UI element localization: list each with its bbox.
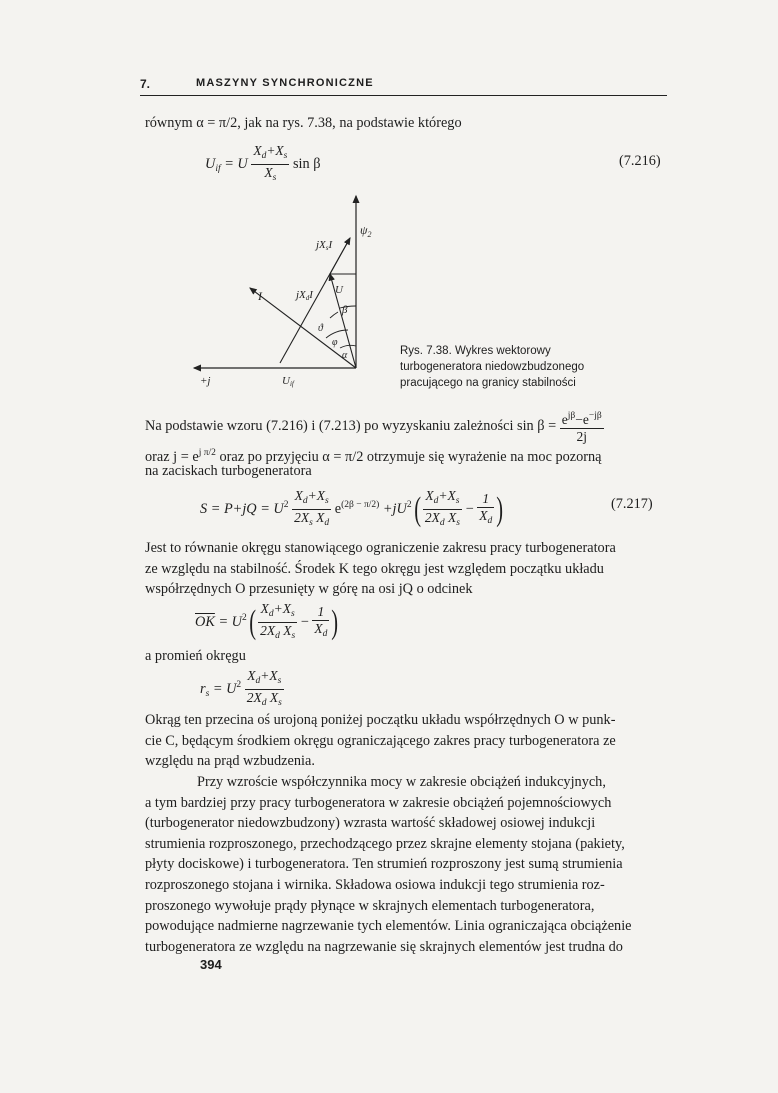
page-number: 394	[200, 957, 222, 972]
sin-num-sup1: jβ	[567, 411, 576, 421]
para4-line8: powodujące nadmierne nagrzewanie tych elementów. Linia ograniczająca obciążenie	[145, 918, 632, 935]
paragraph-3	[145, 710, 667, 772]
eq217-frac2	[423, 488, 462, 531]
vector-diagram	[190, 188, 395, 393]
eq216-lhs-sub: if	[215, 163, 221, 174]
para4-line2: a tym bardziej przy pracy turbogeneratora w zakresie obciążeń pojemnościowych	[145, 794, 612, 811]
label-plus-j: +j	[200, 375, 211, 387]
para4-line3: (turbogenerator niedowzbudzony) wzrasta wartość składowej osiowej indukcji	[145, 815, 596, 832]
label-phi: φ	[332, 337, 338, 348]
radius-intro: a promień okręgu	[145, 648, 246, 664]
theta-arc	[330, 312, 338, 318]
label-psi2: $\psi_2$	[360, 223, 372, 239]
eq217-f2-den-sub2: s	[456, 518, 460, 528]
label-jxsi: jXsI	[316, 239, 333, 252]
eq216-lhs: U	[205, 155, 216, 172]
eqr-num-sub1: d	[255, 676, 261, 686]
para1-line2-a: oraz j = e	[145, 449, 199, 465]
eq217-f2-num-sub2: s	[455, 496, 460, 506]
eqr-num: X	[247, 668, 256, 683]
para2-line1: Jest to równanie okręgu stanowiącego ograniczenie zakresu pracy turbogeneratora	[145, 540, 616, 556]
eq217-f2-num-plus: +X	[438, 488, 456, 503]
para3-line2: cie C, będącym środkiem okręgu ograniczającego zakres pracy turbogeneratora ze	[145, 732, 616, 749]
caption-line-1: Rys. 7.38. Wykres wektorowy	[400, 345, 551, 357]
para1-line1-text: Na podstawie wzoru (7.216) i (7.213) po wyzyskaniu zależności sin β =	[145, 417, 557, 434]
para2-line3: współrzędnych O przesunięty w górę na osi jQ o odcinek	[145, 581, 473, 598]
chapter-number: 7.	[140, 77, 151, 91]
label-u: U	[335, 284, 343, 296]
eq216-num: X	[253, 143, 262, 158]
eq217-f3-den-sub: d	[487, 515, 493, 526]
eq216-num-sub-a: d	[261, 151, 267, 161]
para4-line1: Przy wzroście współczynnika mocy w zakresie obciążeń indukcyjnych,	[197, 774, 606, 790]
para1-line2-sup: j π/2	[198, 448, 216, 458]
eq217-lhs: S = P+jQ = U	[200, 500, 284, 517]
eq217-minus: −	[465, 500, 474, 517]
para3-line3: względu na prąd wzbudzenia.	[145, 753, 315, 770]
eqok-lhs: $\overline{OK}$	[195, 613, 215, 630]
paragraph-2	[145, 538, 667, 600]
para4-line7: proszonego wywołuje prądy płynące w skrajnych elementach turbogeneratora,	[145, 897, 595, 914]
eq216-tail: sin β	[292, 155, 321, 172]
eqr-den-mid: X	[266, 690, 279, 705]
eq216-num-plus: +X	[266, 143, 284, 158]
paragraph-4	[145, 772, 667, 957]
label-beta: β	[342, 304, 348, 316]
eqok-frac2	[312, 604, 329, 642]
eq217-f1-den-mid: X	[312, 510, 325, 525]
para4-line9: turbogeneratora ze względu na nagrzewanie się skrajnych elementów jest trudna do	[145, 938, 623, 955]
eqok-f2-num: 1	[312, 604, 329, 621]
eq217-f3-num: 1	[477, 491, 494, 508]
label-i: I	[258, 289, 262, 303]
equation-7-217	[200, 488, 506, 531]
jxsi-segment	[330, 238, 350, 274]
eqr-equals: = U	[212, 680, 237, 697]
eq217-number: (7.217)	[611, 496, 653, 512]
para1-line2-b: oraz po przyjęciu α = π/2 otrzymuje się wyrażenie na moc pozorną	[219, 449, 602, 465]
eqok-f1-den: 2X	[260, 623, 276, 638]
eq217-close-paren: )	[496, 490, 504, 528]
eq216-den: X	[264, 165, 273, 180]
eq217-f2-den-sub1: d	[439, 518, 445, 528]
eqok-f2-den-sub: d	[322, 628, 328, 639]
eqok-f1-num-sub1: d	[268, 609, 274, 619]
chapter-title: MASZYNY SYNCHRONICZNE	[196, 77, 374, 89]
eqok-f1-num-plus: +X	[273, 601, 291, 616]
label-jxdi: jXdI	[296, 289, 313, 302]
para2-line2: ze względu na stabilność. Środek K tego okręgu jest względem początku układu	[145, 560, 604, 577]
equation-7-216	[205, 143, 321, 186]
equation-rs	[200, 668, 284, 711]
eq217-f2-num: X	[425, 488, 434, 503]
eqr-num-sub2: s	[277, 676, 282, 686]
eqok-minus: −	[300, 613, 309, 630]
equation-ok	[195, 601, 341, 644]
eq216-den-sub: s	[272, 173, 277, 183]
eqr-den-sub1: d	[261, 698, 267, 708]
eqr-lhs: r	[200, 680, 206, 697]
eq217-exp-base: e	[334, 500, 342, 517]
eq217-f2-den-mid: X	[444, 510, 457, 525]
para4-line4: strumienia rozproszonego, przechodzącego przez skrajne elementy stojana (pakiety,	[145, 835, 625, 852]
eq217-sq2: 2	[406, 499, 412, 510]
sin-num: e	[561, 412, 568, 427]
eq216-equals: = U	[224, 155, 248, 172]
eq217-plus-j: +jU	[382, 500, 407, 517]
eqr-den-sub2: s	[278, 698, 282, 708]
eq216-number: (7.216)	[619, 153, 661, 169]
eq216-fraction	[251, 143, 289, 186]
eqok-f1-num: X	[260, 601, 269, 616]
eqok-f2-den: X	[314, 620, 323, 636]
sin-num-mid: −e	[575, 412, 589, 427]
caption-line-3: pracującego na granicy stabilności	[400, 377, 576, 389]
label-uif: Uif	[282, 375, 294, 388]
sin-den: 2j	[576, 429, 587, 444]
eqok-f1-den-sub2: s	[291, 631, 296, 641]
label-theta: ϑ	[318, 323, 323, 334]
eqr-den: 2X	[246, 690, 262, 705]
caption-line-2: turbogeneratora niedowzbudzonego	[400, 361, 585, 373]
eqr-num-plus: +X	[260, 668, 278, 683]
eq217-frac1	[292, 488, 331, 531]
eqr-lhs-sub: s	[205, 688, 210, 699]
eq217-f2-den: 2X	[424, 510, 440, 525]
eq217-f3-den: X	[479, 507, 488, 523]
eq217-f1-den-sub1: s	[309, 518, 313, 528]
eq217-sq: 2	[283, 499, 289, 510]
eq217-f1-den-sub2: d	[324, 518, 330, 528]
eq217-f1-num-plus: +X	[307, 488, 325, 503]
para4-line6: rozproszonego stojana i wirnika. Składowa osiowa indukcji tego strumienia roz-	[145, 876, 605, 893]
eqok-open-paren: (	[249, 603, 256, 641]
label-alpha: α	[342, 350, 348, 361]
eq217-f1-den: 2X	[294, 510, 310, 525]
eq217-f2-num-sub1: d	[433, 496, 439, 506]
figure-caption	[400, 343, 620, 391]
header-rule	[140, 95, 667, 96]
eqok-f1-den-sub1: d	[275, 631, 280, 641]
sin-beta-fraction	[560, 408, 604, 445]
eqr-frac	[245, 668, 284, 711]
eqok-frac1	[258, 601, 297, 644]
para1-line1	[145, 408, 667, 445]
eq217-exp: (2β − π/2)	[341, 499, 380, 510]
eqok-sq: 2	[242, 612, 247, 623]
eqr-sq: 2	[236, 679, 242, 690]
eqok-close-paren: )	[331, 603, 339, 641]
eq217-f1-num-sub1: d	[302, 496, 308, 506]
eq217-f1-num-sub2: s	[324, 496, 329, 506]
eq217-f1-num: X	[294, 488, 303, 503]
para4-line5: płyty dociskowe) i turbogeneratora. Ten strumień rozproszony jest sumą strumienia	[145, 856, 623, 873]
eq217-frac3	[477, 491, 494, 529]
intro-line: równym α = π/2, jak na rys. 7.38, na podstawie którego	[145, 115, 462, 131]
sin-num-sup2: −jβ	[588, 411, 602, 421]
eqok-equals: = U	[218, 613, 242, 630]
para3-line1: Okrąg ten przecina oś urojoną poniżej początku układu współrzędnych O w punk-	[145, 712, 616, 728]
para1-line3: na zaciskach turbogeneratora	[145, 463, 312, 479]
eqok-f1-num-sub2: s	[290, 609, 295, 619]
eq216-num-sub-b: s	[283, 151, 288, 161]
eq217-open-paren: (	[413, 490, 421, 528]
alpha-arc	[340, 345, 356, 348]
eqok-f1-den-mid: X	[279, 623, 292, 638]
